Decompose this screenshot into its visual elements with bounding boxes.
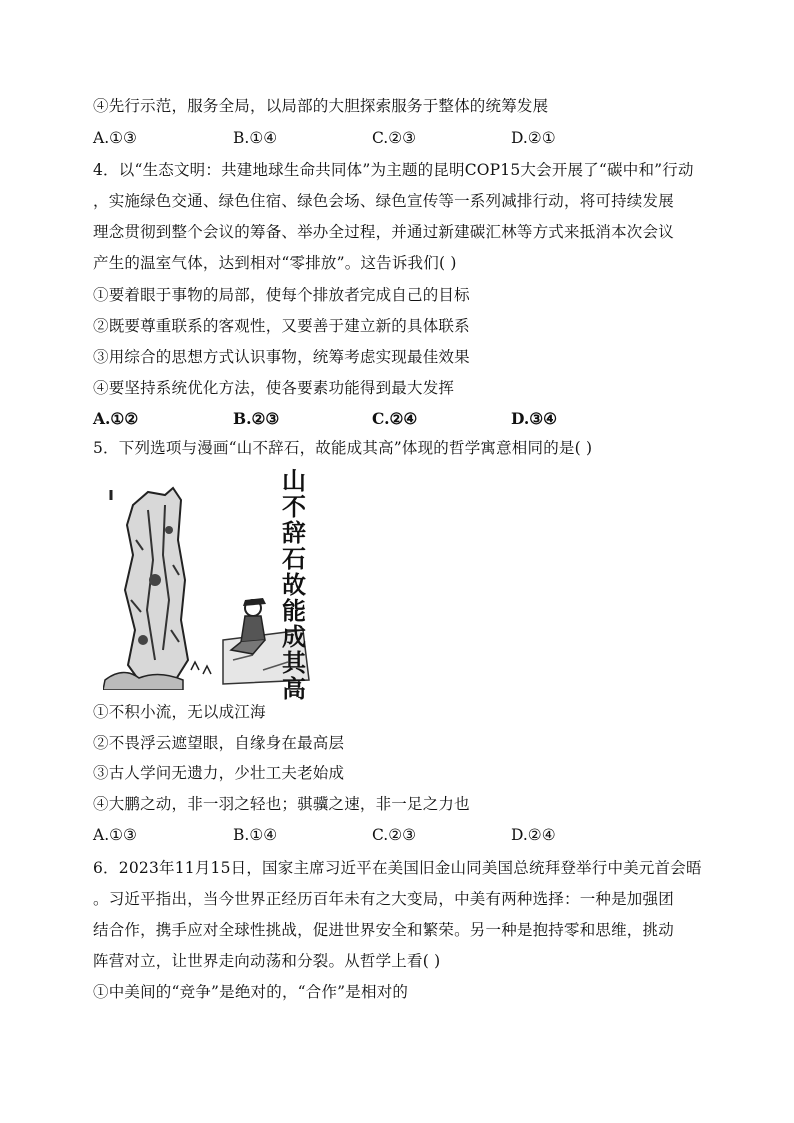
option-b: B.②③ xyxy=(233,409,280,428)
prev-question-statement: ④先行示范，服务全局，以局部的大胆探索服务于整体的统筹发展 xyxy=(93,97,549,115)
option-a: A.①③ xyxy=(93,826,137,844)
option-d: D.②④ xyxy=(511,826,556,844)
option-b: B.①④ xyxy=(233,129,278,147)
q4-statement-4: ④要坚持系统优化方法，使各要素功能得到最大发挥 xyxy=(93,379,455,397)
calligraphy-text: 山不辞石故能成其高 xyxy=(282,466,306,703)
q5-statement-2: ②不畏浮云遮望眼，自缘身在最高层 xyxy=(93,734,345,752)
q4-stem-line-1: 4．以“生态文明：共建地球生命共同体”为主题的昆明COP15大会开展了“碳中和”行动 xyxy=(93,161,694,179)
q6-stem-line-2: 。习近平指出，当今世界正经历百年未有之大变局，中美有两种选择：一种是加强团 xyxy=(93,890,674,908)
q5-statement-1: ①不积小流，无以成江海 xyxy=(93,703,266,721)
q4-statement-3: ③用综合的思想方式认识事物，统筹考虑实现最佳效果 xyxy=(93,348,470,366)
q4-statement-1: ①要着眼于事物的局部，使每个排放者完成自己的目标 xyxy=(93,286,470,304)
q6-stem-line-3: 结合作，携手应对全球性挑战，促进世界安全和繁荣。另一种是抱持零和思维，挑动 xyxy=(93,921,674,939)
cartoon-image xyxy=(103,466,315,703)
option-a: A.①② xyxy=(93,409,139,428)
q6-statement-1: ①中美间的“竞争”是绝对的，“合作”是相对的 xyxy=(93,983,409,1001)
option-c: C.②③ xyxy=(372,826,417,844)
option-d: D.③④ xyxy=(511,409,558,428)
q6-stem-line-4: 阵营对立，让世界走向动荡和分裂。从哲学上看( ) xyxy=(93,952,441,970)
q4-stem-line-3: 理念贯彻到整个会议的筹备、举办全过程，并通过新建碳汇林等方式来抵消本次会议 xyxy=(93,223,674,241)
q5-statement-3: ③古人学问无遗力，少壮工夫老始成 xyxy=(93,764,345,782)
cartoon-calligraphy xyxy=(281,468,311,702)
option-a: A.①③ xyxy=(93,129,137,147)
q4-statement-2: ②既要尊重联系的客观性，又要善于建立新的具体联系 xyxy=(93,317,470,335)
q5-stem: 5．下列选项与漫画“山不辞石，故能成其高”体现的哲学寓意相同的是( ) xyxy=(93,439,593,457)
q6-stem-line-1: 6．2023年11月15日，国家主席习近平在美国旧金山同美国总统拜登举行中美元首会晤 xyxy=(93,859,702,877)
option-c: C.②③ xyxy=(372,129,417,147)
option-c: C.②④ xyxy=(372,409,418,428)
option-d: D.②① xyxy=(511,129,556,147)
option-b: B.①④ xyxy=(233,826,278,844)
q4-stem-line-4: 产生的温室气体，达到相对“零排放”。这告诉我们( ) xyxy=(93,254,457,272)
q4-stem-line-2: ，实施绿色交通、绿色住宿、绿色会场、绿色宣传等一系列减排行动，将可持续发展 xyxy=(93,192,674,210)
q5-statement-4: ④大鹏之动，非一羽之轻也；骐骥之速，非一足之力也 xyxy=(93,795,470,813)
